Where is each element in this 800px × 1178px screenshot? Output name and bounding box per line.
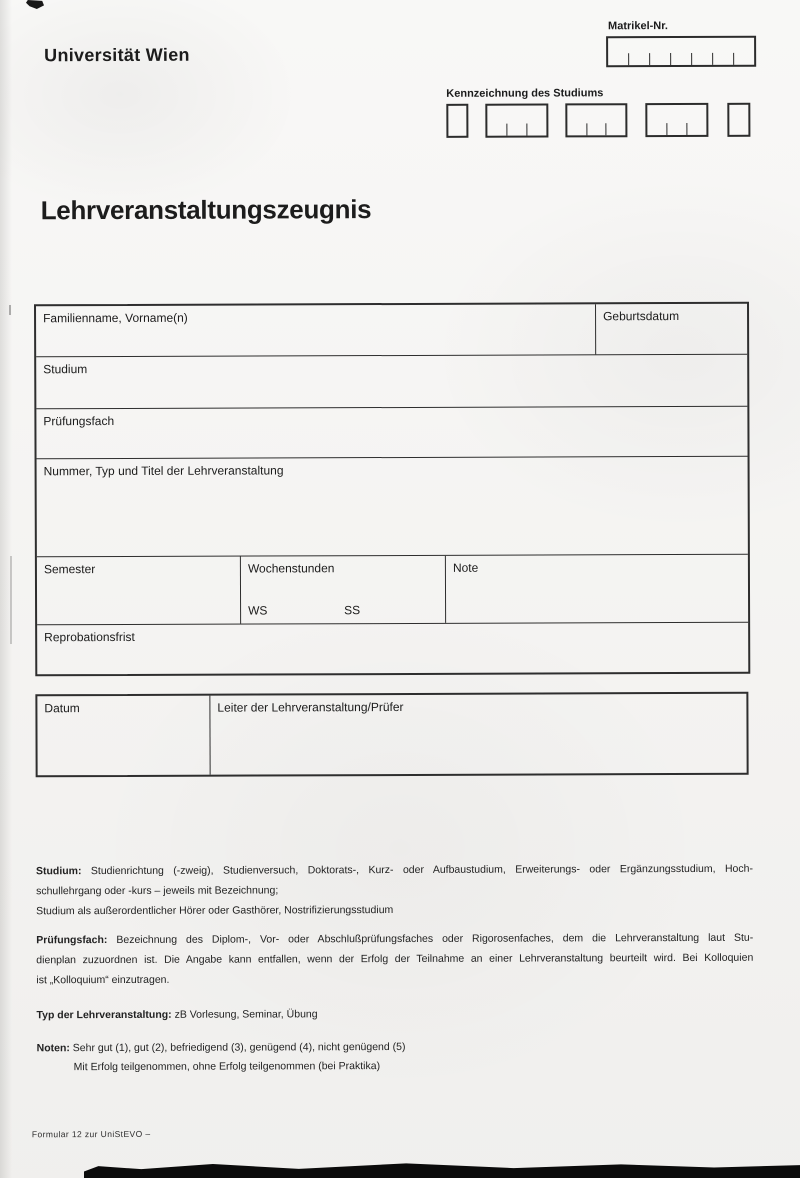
note-text: Studienrichtung (-zweig), Studienversuch, Doktorats-, Kurz- oder Aufbaustudium, Erweiterungs- oder Ergänzungsstudium, Hoch- (81, 862, 753, 878)
note-line: ist „Kolloquium“ einzutragen. (36, 973, 170, 987)
study-code-box-5 (727, 103, 750, 137)
tick-mark (649, 53, 650, 65)
table-row-semester-hours-grade (37, 554, 748, 624)
field-studium: Studium (43, 362, 88, 377)
note-line (36, 928, 753, 951)
field-semester: Semester (43, 562, 96, 577)
note-line: Studium als außerordentlicher Hörer oder Gasthörer, Nostrifizierungsstudium (36, 904, 394, 918)
matrikel-number-box (606, 36, 756, 68)
wochenstunden-label: Wochenstunden (247, 561, 335, 576)
study-code-box-1 (446, 104, 468, 138)
note-studium (36, 859, 753, 922)
note-line (36, 1003, 753, 1026)
field-geburtsdatum: Geburtsdatum (595, 304, 747, 355)
note-typ (36, 1003, 753, 1026)
note-line: schullehrgang oder -kurs – jeweils mit Bezeichnung; (36, 884, 279, 898)
study-code-box-3 (565, 103, 627, 137)
note-text: Bezeichnung des Diplom-, Vor- oder Abschlußprüfungsfaches oder Rigorosenfaches, dem die Lehrveranstaltung laut Stu- (107, 931, 754, 947)
ws-label: WS (248, 603, 268, 618)
note-line (36, 859, 753, 882)
study-code-box-2 (485, 103, 548, 137)
form-number: Formular 12 zur UniStEVO – (31, 1128, 151, 1140)
field-leiter: Leiter der Lehrveranstaltung/Prüfer (209, 694, 746, 775)
tick-mark (606, 123, 607, 135)
note-line: dienplan zuzuordnen ist. Die Angabe kann entfallen, wenn der Erfolg der Teilnahme an einer Lehrveranstaltung beurteilt wird. Bei Kolloquien (36, 951, 754, 967)
tick-mark (526, 124, 527, 136)
form-title: Lehrveranstaltungszeugnis (40, 194, 372, 226)
note-studium-label: Studium: (35, 865, 82, 878)
tick-mark (587, 123, 588, 135)
note-line (37, 1037, 754, 1059)
tick-mark (670, 53, 671, 65)
table-row-name-birthdate (36, 304, 747, 356)
table-row-studium (36, 354, 747, 408)
tick-mark (686, 123, 687, 135)
table-row-course-title (37, 456, 748, 556)
tick-mark (733, 53, 734, 65)
note-pruefungsfach-label: Prüfungsfach: (36, 934, 108, 947)
tick-mark (628, 53, 629, 65)
table-row-reprobationsfrist (37, 622, 748, 674)
table-row-pruefungsfach (36, 406, 747, 458)
field-course-number-title: Nummer, Typ und Titel der Lehrveranstaltung (43, 463, 284, 479)
signature-table (35, 692, 748, 777)
note-pruefungsfach (36, 928, 753, 991)
tick-mark (507, 124, 508, 136)
university-name: Universität Wien (44, 44, 190, 66)
matrikel-label: Matrikel-Nr. (608, 20, 668, 33)
field-note: Note (445, 555, 748, 623)
note-noten-label: Noten: (36, 1042, 70, 1055)
tick-mark (691, 53, 692, 65)
ss-label: SS (344, 603, 361, 618)
note-typ-label: Typ der Lehrveranstaltung: (36, 1008, 172, 1022)
course-table (34, 302, 750, 676)
field-datum: Datum (44, 701, 80, 716)
field-reprobationsfrist: Reprobationsfrist (44, 629, 135, 645)
note-text: Sehr gut (1), gut (2), befriedigend (3), genügend (4), nicht genügend (5) (69, 1040, 406, 1055)
field-wochenstunden (240, 556, 445, 624)
note-text: zB Vorlesung, Seminar, Übung (171, 1008, 318, 1021)
field-familienname: Familienname, Vorname(n) (43, 310, 188, 326)
note-line: Mit Erfolg teilgenommen, ohne Erfolg teilgenommen (bei Praktika) (73, 1060, 381, 1074)
study-code-box-4 (645, 103, 708, 137)
study-code-label: Kennzeichnung des Studiums (446, 87, 604, 100)
tick-mark (667, 123, 668, 135)
note-noten (37, 1037, 754, 1078)
field-pruefungsfach: Prüfungsfach (43, 413, 115, 429)
tick-mark (712, 53, 713, 65)
